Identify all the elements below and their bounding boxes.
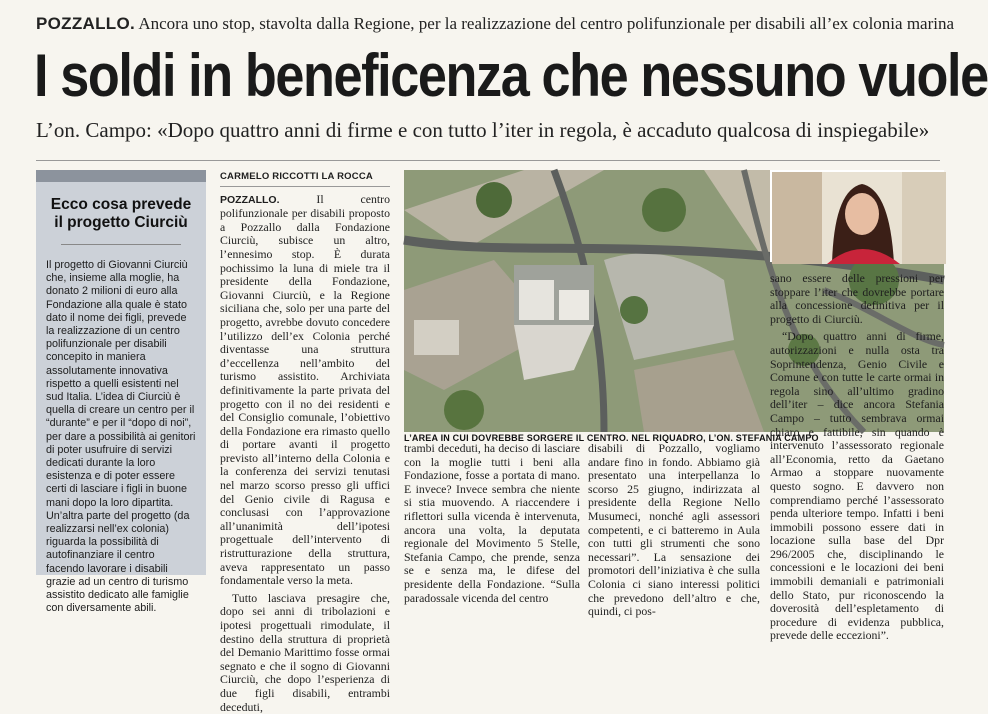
article-paragraph: “Dopo quattro anni di firme, autorizzazioni e nulla osta tra Soprintendenza, Genio Civile e Comune e con tutte le carte ormai in regola sino all’ultimo gradino dell’iter – dice ancora Stefania Campo – tutto sembrava ormai chiaro e fattibile, sin quando è intervenuto l’assessorato regionale all’Economia, retto da Gaetano Armao a stoppare nuovamente questo sogno. E davvero non comprendiamo perché l’assessorato penda ulteriore tempo. Infatti i beni immobili possono essere dati in locazione sulla base del Dpr 296/2005 che, disciplinando le concessioni e le locazioni dei beni immobili demaniali e patrimoniali dello Stato, pur riconoscendo la doverosità dell’espletamento di procedure di evidenza pubblica, prevede delle eccezioni”.: [770, 329, 944, 643]
article-paragraph: trambi deceduti, ha deciso di lasciare con la moglie tutti i beni alla Fondazione, fosse a portata di mano. E invece? Invece sembra che niente si stia muovendo. A riaccendere i riflettori sulla vicenda è intervenuta, ancora una volta, la deputata regionale del Movimento 5 Stelle, Stefania Campo, che prende, senza se e senza ma, le difese del presidente della Fondazione. “Sulla paradossale vicenda del centro: [404, 441, 580, 605]
article-column-1: [220, 170, 390, 714]
article-column-3: [588, 442, 760, 619]
sidebar-body: Il progetto di Giovanni Ciurciù che, insieme alla moglie, ha donato 2 milioni di euro alla Fondazione alla quale è stato dato il nome dei figli, prevede la realizzazione di un centro polifunzionale per disabili concepito in maniera assolutamente innovativa rispetto a quelli esistenti nel sud Italia. L’idea di Ciurciù è quella di creare un centro per il “durante” e per il “dopo di noi”, per dare a possibilità ai genitori di poter usufruire di servizi dedicati durante la loro esistenza e di poter essere certi di lasciare i figli in buone mani dopo la loro dipartita. Un’altra parte del progetto (da realizzarsi nell’ex colonia) riguarda la possibilità di autofinanziare il centro facendo lavorare i disabili grazie ad un centro di turismo assistito dedicato alle famiglie con diversamente abili.: [46, 259, 196, 615]
photo-caption: L’AREA IN CUI DOVREBBE SORGERE IL CENTRO. NEL RIQUADRO, L’ON. STEFANIA CAMPO: [404, 433, 819, 443]
header-divider: [36, 160, 940, 161]
sidebar-divider: [61, 244, 181, 245]
article-column-2: [404, 442, 580, 605]
article-paragraph: Tutto lasciava presagire che, dopo sei anni di tribolazioni e ipotesi progettuali rimodulate, il destino della struttura di proprietà del Demanio Marittimo fosse ormai segnato e che il sogno di Giovanni Ciurciù, che dopo l’esperienza di due figli disabili, entrambi deceduti,: [220, 590, 390, 714]
sidebar-title: [42, 196, 200, 232]
sidebar-box: [36, 170, 206, 615]
subhead: L’on. Campo: «Dopo quattro anni di firme e con tutto l’iter in regola, è accaduto qualcosa di inspiegabile»: [36, 118, 930, 142]
kicker-label: POZZALLO.: [36, 14, 136, 33]
portrait-inset: [770, 170, 944, 262]
article-paragraph: disabili di Pozzallo, vogliamo andare fino in fondo. Abbiamo già presentato una interpellanza lo scorso 25 giugno, indirizzata al presidente della Regione Nello Musumeci, nonché agli assessori competenti, e ci batteremo in Aula con tutti gli strumenti che sono necessari”. La sensazione dei promotori dell’iniziativa è che sulla Colonia ci siano interessi politici che prevedono dell’altro e che, quindi, ci pos-: [588, 441, 760, 619]
headline: I soldi in beneficenza che nessuno vuole: [34, 42, 988, 109]
kicker-text: Ancora uno stop, stavolta dalla Regione, per la realizzazione del centro polifunzionale per disabili all’ex colonia marina: [135, 14, 955, 33]
article-paragraph: [220, 193, 390, 588]
article-paragraph: sano essere delle pressioni per stoppare l’iter che dovrebbe portare alla concessione definitiva per il progetto di Ciurciù.: [770, 271, 944, 326]
article-column-4: [770, 272, 944, 643]
article-text: Il centro polifunzionale per disabili proposto a Pozzallo dalla Fondazione Ciurciù, subisce un altro, l’ennesimo stop. È durata pochissimo la luna di miele tra il presidente della Fondazione, Giovanni Ciurciù, e la Regione siciliana che, solo per una parte del progetto, avrebbe dovuto concedere l’utilizzo dell’ex Colonia perché diventasse una struttura d’eccellenza nell’ambito del turismo assistito. Archiviata definitivamente la parte privata del progetto con il no dei residenti e del Consiglio comunale, l’obiettivo della Fondazione era rimasto quello di portare avanti il progetto previsto all’interno della Colonia e la conferenza dei servizi tenutasi nel marzo scorso presso gli uffici del Genio civile di Ragusa e conclusasi con l’approvazione all’unanimità dell’ipotesi progettuale dell’intervento di ristrutturazione della struttura, aveva rappresentato un passo fondamentale verso la meta.: [220, 191, 390, 588]
sidebar-title-line1: Ecco cosa prevede: [50, 196, 192, 213]
sidebar-top-bar: [36, 170, 206, 182]
kicker-line: [36, 14, 954, 34]
portrait-image: [772, 172, 946, 264]
sidebar-title-line2: il progetto Ciurciù: [54, 214, 188, 231]
lead-word: POZZALLO.: [220, 193, 280, 206]
byline: CARMELO RICCOTTI LA ROCCA: [220, 170, 390, 187]
